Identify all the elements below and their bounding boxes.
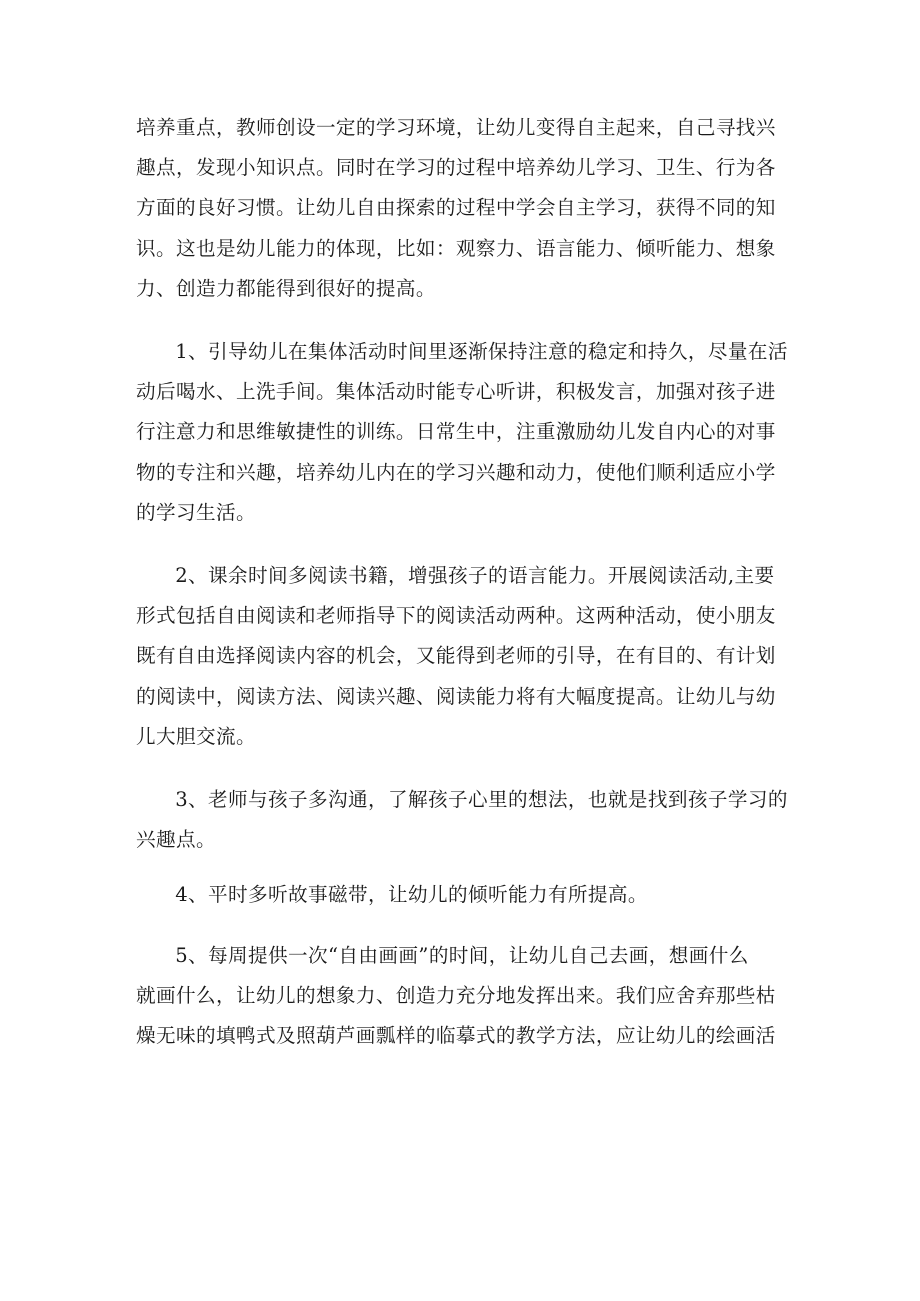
text-line: 3、老师与孩子多沟通，了解孩子心里的想法，也就是找到孩子学习的 (175, 788, 788, 812)
paragraph-item-5 (136, 936, 786, 1057)
text-line: 力、创造力都能得到很好的提高。 (136, 276, 436, 300)
text-line: 儿大胆交流。 (136, 724, 256, 748)
document-body (136, 108, 786, 1056)
text-line: 4、平时多听故事磁带，让幼儿的倾听能力有所提高。 (175, 883, 648, 907)
text-line: 2、课余时间多阅读书籍，增强孩子的语言能力。开展阅读活动,主要 (175, 564, 775, 588)
text-line: 兴趣点。 (136, 828, 216, 852)
text-line: 行注意力和思维敏捷性的训练。日常生中，注重激励幼儿发自内心的对事 (136, 420, 776, 444)
text-line: 既有自由选择阅读内容的机会，又能得到老师的引导，在有目的、有计划 (136, 644, 776, 668)
text-line: 1、引导幼儿在集体活动时间里逐渐保持注意的稳定和持久，尽量在活 (175, 340, 788, 364)
text-line: 方面的良好习惯。让幼儿自由探索的过程中学会自主学习，获得不同的知 (136, 196, 776, 220)
text-line: 培养重点，教师创设一定的学习环境，让幼儿变得自主起来，自己寻找兴 (136, 116, 776, 139)
text-line: 动后喝水、上洗手间。集体活动时能专心听讲，积极发言，加强对孩子进 (136, 380, 776, 404)
paragraph-item-2 (136, 556, 786, 757)
text-line: 形式包括自由阅读和老师指导下的阅读活动两种。这两种活动，使小朋友 (136, 604, 776, 628)
paragraph-item-1 (136, 332, 786, 533)
text-line: 就画什么，让幼儿的想象力、创造力充分地发挥出来。我们应舍弃那些枯 (136, 983, 776, 1007)
paragraph-item-4 (136, 875, 786, 915)
text-line: 识。这也是幼儿能力的体现，比如：观察力、语言能力、倾听能力、想象 (136, 236, 776, 260)
paragraph-item-3 (136, 780, 786, 860)
text-line: 的阅读中，阅读方法、阅读兴趣、阅读能力将有大幅度提高。让幼儿与幼 (136, 684, 776, 708)
text-line: 趣点，发现小知识点。同时在学习的过程中培养幼儿学习、卫生、行为各 (136, 156, 776, 180)
text-line: 物的专注和兴趣，培养幼儿内在的学习兴趣和动力，使他们顺利适应小学 (136, 460, 776, 484)
text-line: 燥无味的填鸭式及照葫芦画瓢样的临摹式的教学方法，应让幼儿的绘画活 (136, 1024, 776, 1048)
text-line: 5、每周提供一次“自由画画”的时间，让幼儿自己去画，想画什么 (175, 943, 749, 967)
paragraph-intro (136, 108, 786, 309)
text-line: 的学习生活。 (136, 500, 256, 524)
